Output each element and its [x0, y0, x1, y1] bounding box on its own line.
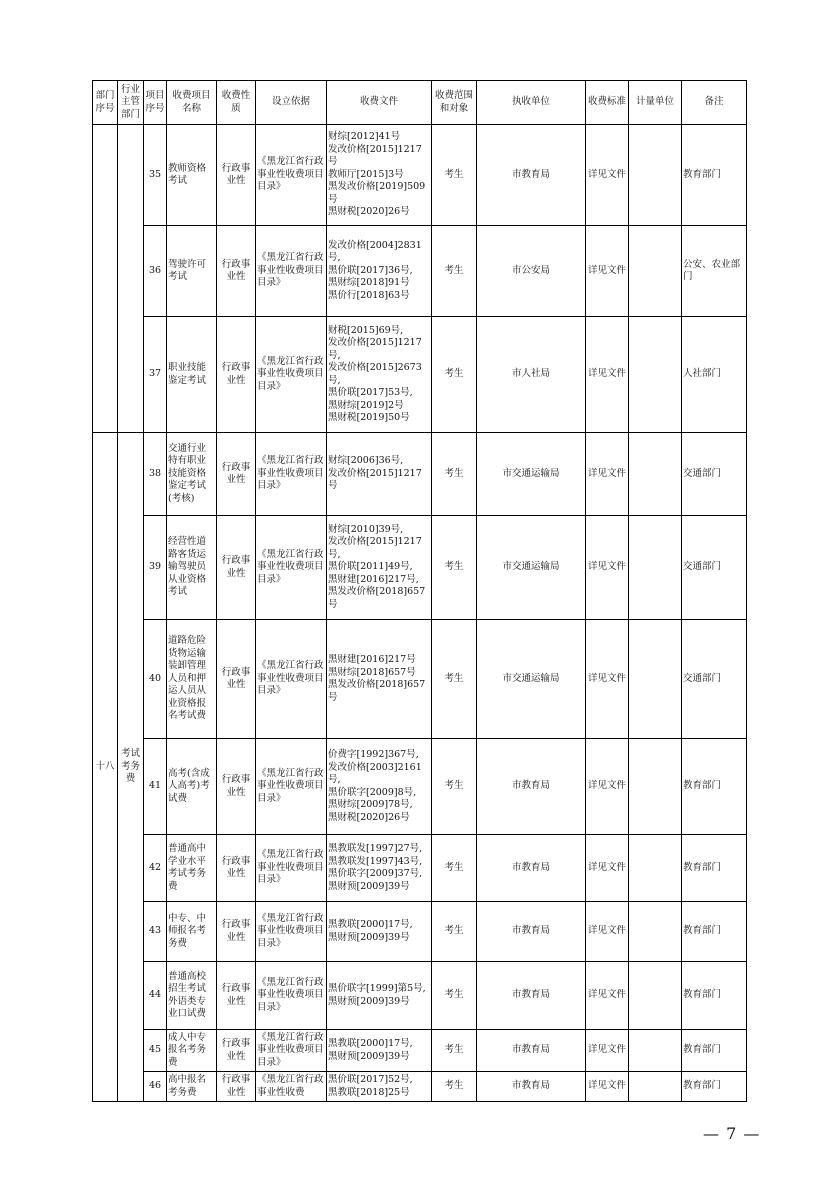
measure-cell	[629, 516, 682, 620]
table-row	[93, 962, 747, 1030]
note-cell: 交通部门	[682, 433, 747, 516]
doc-line: 黑财综[2018]657号	[328, 666, 416, 678]
note-cell: 教育部门	[682, 1030, 747, 1072]
unit-cell: 市教育局	[477, 1030, 586, 1072]
doc-line: 发改价格[2015]1217号,	[328, 536, 422, 560]
doc-line: 黑发改价格[2018]657号	[328, 679, 426, 703]
table-row	[93, 902, 747, 962]
note-cell: 教育部门	[682, 962, 747, 1030]
industry-cell: 考试考务费	[118, 433, 144, 1102]
item-name-cell: 职业技能鉴定考试	[167, 317, 217, 433]
docs-cell	[327, 317, 432, 433]
item-no-cell: 39	[144, 516, 167, 620]
header-cell: 项目序号	[144, 81, 167, 125]
nature-cell: 行政事业性	[217, 317, 256, 433]
table-row	[93, 226, 747, 317]
unit-cell: 市交通运输局	[477, 433, 586, 516]
note-cell: 教育部门	[682, 902, 747, 962]
scope-cell: 考生	[432, 1030, 477, 1072]
basis-cell: 《黑龙江省行政事业性收费项目目录》	[256, 125, 327, 226]
standard-cell: 详见文件	[586, 620, 629, 739]
docs-cell	[327, 125, 432, 226]
nature-cell: 行政事业性	[217, 739, 256, 835]
doc-line: 黑财税[2020]26号	[328, 206, 410, 218]
header-cell: 收费范围和对象	[432, 81, 477, 125]
docs-cell	[327, 1030, 432, 1072]
scope-cell: 考生	[432, 226, 477, 317]
header-row	[93, 81, 747, 125]
basis-cell: 《黑龙江省行政事业性收费项目目录》	[256, 226, 327, 317]
note-cell: 公安、农业部门	[682, 226, 747, 317]
scope-cell: 考生	[432, 739, 477, 835]
doc-line: 黑财预[2009]39号	[328, 880, 410, 892]
unit-cell: 市教育局	[477, 962, 586, 1030]
doc-line: 黑财建[2016]217号	[328, 654, 416, 665]
measure-cell	[629, 739, 682, 835]
note-cell: 人社部门	[682, 317, 747, 433]
scope-cell: 考生	[432, 125, 477, 226]
note-cell: 教育部门	[682, 739, 747, 835]
table-body	[93, 125, 747, 1102]
note-cell: 教育部门	[682, 125, 747, 226]
header-cell: 收费文件	[327, 81, 432, 125]
unit-cell: 市教育局	[477, 835, 586, 902]
table-row	[93, 1072, 747, 1102]
note-cell: 交通部门	[682, 620, 747, 739]
standard-cell: 详见文件	[586, 902, 629, 962]
item-no-cell: 36	[144, 226, 167, 317]
scope-cell: 考生	[432, 902, 477, 962]
basis-cell: 《黑龙江省行政事业性收费项目目录》	[256, 433, 327, 516]
measure-cell	[629, 620, 682, 739]
nature-cell: 行政事业性	[217, 433, 256, 516]
doc-line: 黑价联[2017]53号,	[328, 387, 413, 398]
item-no-cell: 45	[144, 1030, 167, 1072]
doc-line: 财税[2015]69号,	[328, 324, 404, 336]
item-name-cell: 高考(含成人高考)考试费	[167, 739, 217, 835]
item-name-cell: 高中报名考务费	[167, 1072, 217, 1102]
basis-cell: 《黑龙江省行政事业性收费项目目录》	[256, 1030, 327, 1072]
basis-cell: 《黑龙江省行政事业性收费	[256, 1072, 327, 1102]
measure-cell	[629, 433, 682, 516]
item-name-cell: 经营性道路客货运输驾驶员从业资格考试	[167, 516, 217, 620]
dept-no-cell: 十八	[93, 433, 118, 1102]
nature-cell: 行政事业性	[217, 1030, 256, 1072]
unit-cell: 市教育局	[477, 125, 586, 226]
standard-cell: 详见文件	[586, 516, 629, 620]
docs-cell	[327, 226, 432, 317]
table-row	[93, 317, 747, 433]
doc-line: 财综[2010]39号,	[328, 523, 404, 535]
standard-cell: 详见文件	[586, 433, 629, 516]
basis-cell: 《黑龙江省行政事业性收费项目目录》	[256, 620, 327, 739]
unit-cell: 市教育局	[477, 1072, 586, 1102]
doc-line: 黑财建[2016]217号,	[328, 573, 419, 585]
doc-line: 教师厅[2015]3号	[328, 168, 404, 180]
item-name-cell: 普通高校招生考试外语类专业口试费	[167, 962, 217, 1030]
table-row	[93, 739, 747, 835]
scope-cell: 考生	[432, 1072, 477, 1102]
unit-cell: 市交通运输局	[477, 620, 586, 739]
note-cell: 教育部门	[682, 1072, 747, 1102]
header-cell: 收费项目名称	[167, 81, 217, 125]
doc-line: 黑财预[2009]39号	[328, 1050, 410, 1062]
basis-cell: 《黑龙江省行政事业性收费项目目录》	[256, 739, 327, 835]
doc-line: 黑教联发[1997]43号,	[328, 855, 423, 867]
standard-cell: 详见文件	[586, 739, 629, 835]
measure-cell	[629, 902, 682, 962]
basis-cell: 《黑龙江省行政事业性收费项目目录》	[256, 516, 327, 620]
basis-cell: 《黑龙江省行政事业性收费项目目录》	[256, 962, 327, 1030]
unit-cell: 市教育局	[477, 739, 586, 835]
standard-cell: 详见文件	[586, 1072, 629, 1102]
doc-line: 黑价行[2018]63号	[328, 289, 410, 301]
table-row	[93, 516, 747, 620]
measure-cell	[629, 962, 682, 1030]
standard-cell: 详见文件	[586, 962, 629, 1030]
measure-cell	[629, 125, 682, 226]
doc-line: 财综[2012]41号	[328, 131, 401, 143]
doc-line: 发改价格[2004]2831号,	[328, 239, 422, 264]
doc-line: 黑财综[2019]2号	[328, 399, 404, 411]
header-cell: 备注	[682, 81, 747, 125]
page-number: — 7 —	[703, 1124, 761, 1143]
docs-cell	[327, 962, 432, 1030]
nature-cell: 行政事业性	[217, 226, 256, 317]
basis-cell: 《黑龙江省行政事业性收费项目目录》	[256, 835, 327, 902]
item-name-cell: 成人中专报名考务费	[167, 1030, 217, 1072]
header-cell: 收费性质	[217, 81, 256, 125]
nature-cell: 行政事业性	[217, 516, 256, 620]
doc-line: 黑教联[2018]25号	[328, 1086, 410, 1098]
scope-cell: 考生	[432, 620, 477, 739]
unit-cell: 市人社局	[477, 317, 586, 433]
table-row	[93, 125, 747, 226]
docs-cell	[327, 620, 432, 739]
docs-cell	[327, 433, 432, 516]
note-cell: 交通部门	[682, 516, 747, 620]
docs-cell	[327, 516, 432, 620]
doc-line: 黑财税[2019]50号	[328, 412, 410, 423]
item-no-cell: 40	[144, 620, 167, 739]
doc-line: 黑财预[2009]39号	[328, 931, 410, 943]
doc-line: 黑教联发[1997]27号,	[328, 843, 423, 854]
nature-cell: 行政事业性	[217, 962, 256, 1030]
item-name-cell: 普通高中学业水平考试考务费	[167, 835, 217, 902]
docs-cell	[327, 739, 432, 835]
scope-cell: 考生	[432, 516, 477, 620]
doc-line: 发改价格[2015]1217号,	[328, 337, 422, 361]
doc-line: 黑价联[2017]52号,	[328, 1074, 413, 1085]
scope-cell: 考生	[432, 433, 477, 516]
industry-cell	[118, 125, 144, 433]
measure-cell	[629, 226, 682, 317]
item-name-cell: 教师资格考试	[167, 125, 217, 226]
nature-cell: 行政事业性	[217, 620, 256, 739]
docs-cell	[327, 835, 432, 902]
basis-cell: 《黑龙江省行政事业性收费项目目录》	[256, 317, 327, 433]
standard-cell: 详见文件	[586, 226, 629, 317]
header-cell: 收费标准	[586, 81, 629, 125]
doc-line: 发改价格[2015]1217号	[328, 467, 422, 492]
nature-cell: 行政事业性	[217, 902, 256, 962]
item-no-cell: 44	[144, 962, 167, 1030]
doc-line: 黑价联[2011]49号,	[328, 561, 413, 573]
item-no-cell: 46	[144, 1072, 167, 1102]
item-no-cell: 37	[144, 317, 167, 433]
doc-line: 黑财综[2018]91号	[328, 277, 410, 289]
doc-line: 黑发改价格[2018]657号	[328, 586, 426, 610]
item-no-cell: 41	[144, 739, 167, 835]
item-no-cell: 42	[144, 835, 167, 902]
nature-cell: 行政事业性	[217, 835, 256, 902]
dept-no-cell	[93, 125, 118, 433]
unit-cell: 市交通运输局	[477, 516, 586, 620]
doc-line: 黑价联字[2009]37号,	[328, 868, 423, 879]
scope-cell: 考生	[432, 962, 477, 1030]
scope-cell: 考生	[432, 835, 477, 902]
doc-line: 黑价联字[2009]8号,	[328, 786, 417, 798]
table-row	[93, 620, 747, 739]
doc-line: 发改价格[2003]2161号,	[328, 761, 422, 785]
item-name-cell: 道路危险货物运输装卸管理人员和押运人员从业资格报名考试费	[167, 620, 217, 739]
item-name-cell: 交通行业特有职业技能资格鉴定考试(考核)	[167, 433, 217, 516]
unit-cell: 市教育局	[477, 902, 586, 962]
note-cell: 教育部门	[682, 835, 747, 902]
docs-cell	[327, 1072, 432, 1102]
doc-line: 黑财税[2020]26号	[328, 811, 410, 823]
standard-cell: 详见文件	[586, 835, 629, 902]
doc-line: 黑教联[2000]17号,	[328, 919, 413, 930]
basis-cell: 《黑龙江省行政事业性收费项目目录》	[256, 902, 327, 962]
header-cell: 执收单位	[477, 81, 586, 125]
item-name-cell: 驾驶许可考试	[167, 226, 217, 317]
header-cell: 设立依据	[256, 81, 327, 125]
doc-line: 黑发改价格[2019]509号	[328, 181, 426, 205]
unit-cell: 市公安局	[477, 226, 586, 317]
standard-cell: 详见文件	[586, 125, 629, 226]
standard-cell: 详见文件	[586, 1030, 629, 1072]
doc-line: 黑价联字[1999]第5号,	[328, 983, 426, 994]
header-cell: 行业主管部门	[118, 81, 144, 125]
header-cell: 部门序号	[93, 81, 118, 125]
table-row	[93, 1030, 747, 1072]
nature-cell: 行政事业性	[217, 1072, 256, 1102]
doc-line: 发改价格[2015]1217号	[328, 143, 422, 168]
doc-line: 黑财预[2009]39号	[328, 995, 410, 1007]
doc-line: 黑价联[2017]36号,	[328, 264, 413, 276]
doc-line: 黑财综[2009]78号,	[328, 799, 413, 810]
docs-cell	[327, 902, 432, 962]
scope-cell: 考生	[432, 317, 477, 433]
doc-line: 发改价格[2015]2673号,	[328, 362, 422, 386]
fee-table	[92, 80, 747, 1102]
standard-cell: 详见文件	[586, 317, 629, 433]
item-name-cell: 中专、中师报名考务费	[167, 902, 217, 962]
nature-cell: 行政事业性	[217, 125, 256, 226]
measure-cell	[629, 1072, 682, 1102]
item-no-cell: 43	[144, 902, 167, 962]
doc-line: 黑教联[2000]17号,	[328, 1038, 413, 1049]
measure-cell	[629, 317, 682, 433]
measure-cell	[629, 1030, 682, 1072]
table-row	[93, 433, 747, 516]
doc-line: 价费字[1992]367号,	[328, 749, 419, 760]
table-row	[93, 835, 747, 902]
item-no-cell: 35	[144, 125, 167, 226]
item-no-cell: 38	[144, 433, 167, 516]
measure-cell	[629, 835, 682, 902]
header-cell: 计量单位	[629, 81, 682, 125]
doc-line: 财综[2006]36号,	[328, 455, 404, 467]
